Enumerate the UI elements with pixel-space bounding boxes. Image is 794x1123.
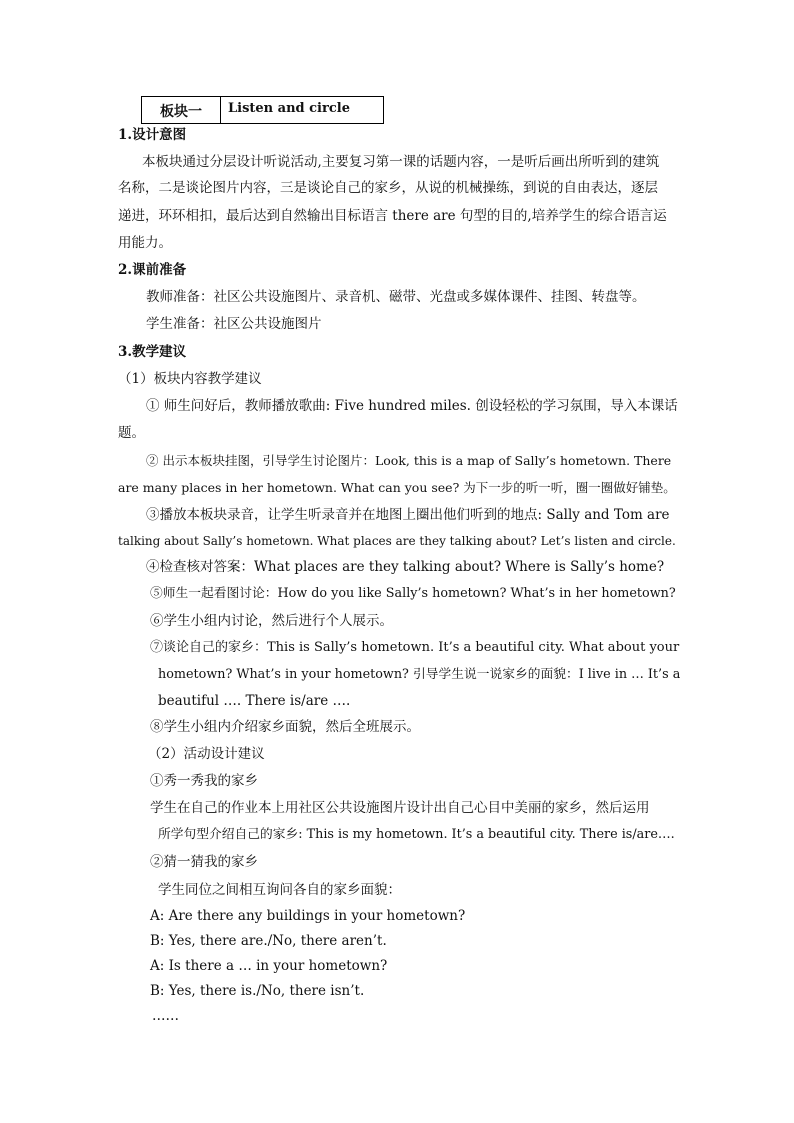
- paragraph-line: 本板块通过分层设计听说活动,主要复习第一课的话题内容，一是听后画出所听到的建筑: [142, 154, 660, 170]
- step-line: ④检查核对答案：What places are they talking about? Where is Sally’s home?: [146, 559, 665, 575]
- activity-title: ②猜一猜我的家乡: [150, 854, 258, 870]
- paragraph-line: 用能力。: [118, 235, 172, 251]
- module-number-cell: 板块一: [142, 97, 221, 123]
- ellipsis: ……: [152, 1008, 179, 1024]
- step-line: ⑦谈论自己的家乡：This is Sally’s hometown. It’s a beautiful city. What about your: [150, 640, 680, 655]
- subsection-heading: （2）活动设计建议: [148, 746, 265, 762]
- step-line: 题。: [118, 425, 145, 441]
- step-line: ① 师生问好后，教师播放歌曲: Five hundred miles. 创设轻松的学习氛围，导入本课话: [146, 398, 678, 414]
- dialogue-line: B: Yes, there is./No, there isn’t.: [150, 983, 365, 999]
- dialogue-line: A: Is there a … in your hometown?: [150, 958, 388, 974]
- step-line: ⑥学生小组内讨论，然后进行个人展示。: [150, 613, 393, 629]
- step-line: ③播放本板块录音，让学生听录音并在地图上圈出他们听到的地点: Sally and Tom are: [146, 507, 670, 523]
- paragraph-line: 递进，环环相扣，最后达到自然输出目标语言 there are 句型的目的,培养学生的综合语言运: [118, 208, 667, 224]
- activity-line: 学生同位之间相互询问各自的家乡面貌：: [158, 882, 401, 898]
- dialogue-line: A: Are there any buildings in your hometown?: [150, 908, 466, 924]
- activity-title: ①秀一秀我的家乡: [150, 773, 258, 789]
- step-line: ⑤师生一起看图讨论：How do you like Sally’s hometown? What’s in her hometown?: [150, 586, 676, 601]
- module-title-cell: Listen and circle: [228, 101, 350, 116]
- step-line: talking about Sally’s hometown. What places are they talking about? Let’s listen and circle.: [118, 534, 676, 548]
- step-line: ② 出示本板块挂图，引导学生讨论图片：Look, this is a map of Sally’s hometown. There: [146, 453, 672, 468]
- teacher-prep-line: 教师准备：社区公共设施图片、录音机、磁带、光盘或多媒体课件、挂图、转盘等。: [146, 289, 646, 305]
- paragraph-line: 名称，二是谈论图片内容，三是谈论自己的家乡，从说的机械操练，到说的自由表达，逐层: [118, 180, 658, 196]
- section-3-heading: 3.教学建议: [118, 344, 187, 360]
- section-2-heading: 2.课前准备: [118, 262, 187, 278]
- student-prep-line: 学生准备：社区公共设施图片: [146, 316, 322, 332]
- module-table: [141, 96, 384, 124]
- step-line: hometown? What’s in your hometown? 引导学生说一说家乡的面貌：I live in … It’s a: [158, 667, 681, 682]
- dialogue-line: B: Yes, there are./No, there aren’t.: [150, 933, 387, 949]
- activity-line: 所学句型介绍自己的家乡: This is my hometown. It’s a beautiful city. There is/are….: [158, 827, 675, 842]
- section-1-heading: 1.设计意图: [118, 127, 187, 143]
- step-line: are many places in her hometown. What can you see? 为下一步的听一听，圈一圈做好铺垫。: [118, 480, 676, 495]
- step-line: ⑧学生小组内介绍家乡面貌，然后全班展示。: [150, 719, 420, 735]
- activity-line: 学生在自己的作业本上用社区公共设施图片设计出自己心目中美丽的家乡，然后运用: [150, 800, 650, 816]
- step-line: beautiful …. There is/are ….: [158, 693, 351, 709]
- subsection-heading: （1）板块内容教学建议: [118, 371, 262, 387]
